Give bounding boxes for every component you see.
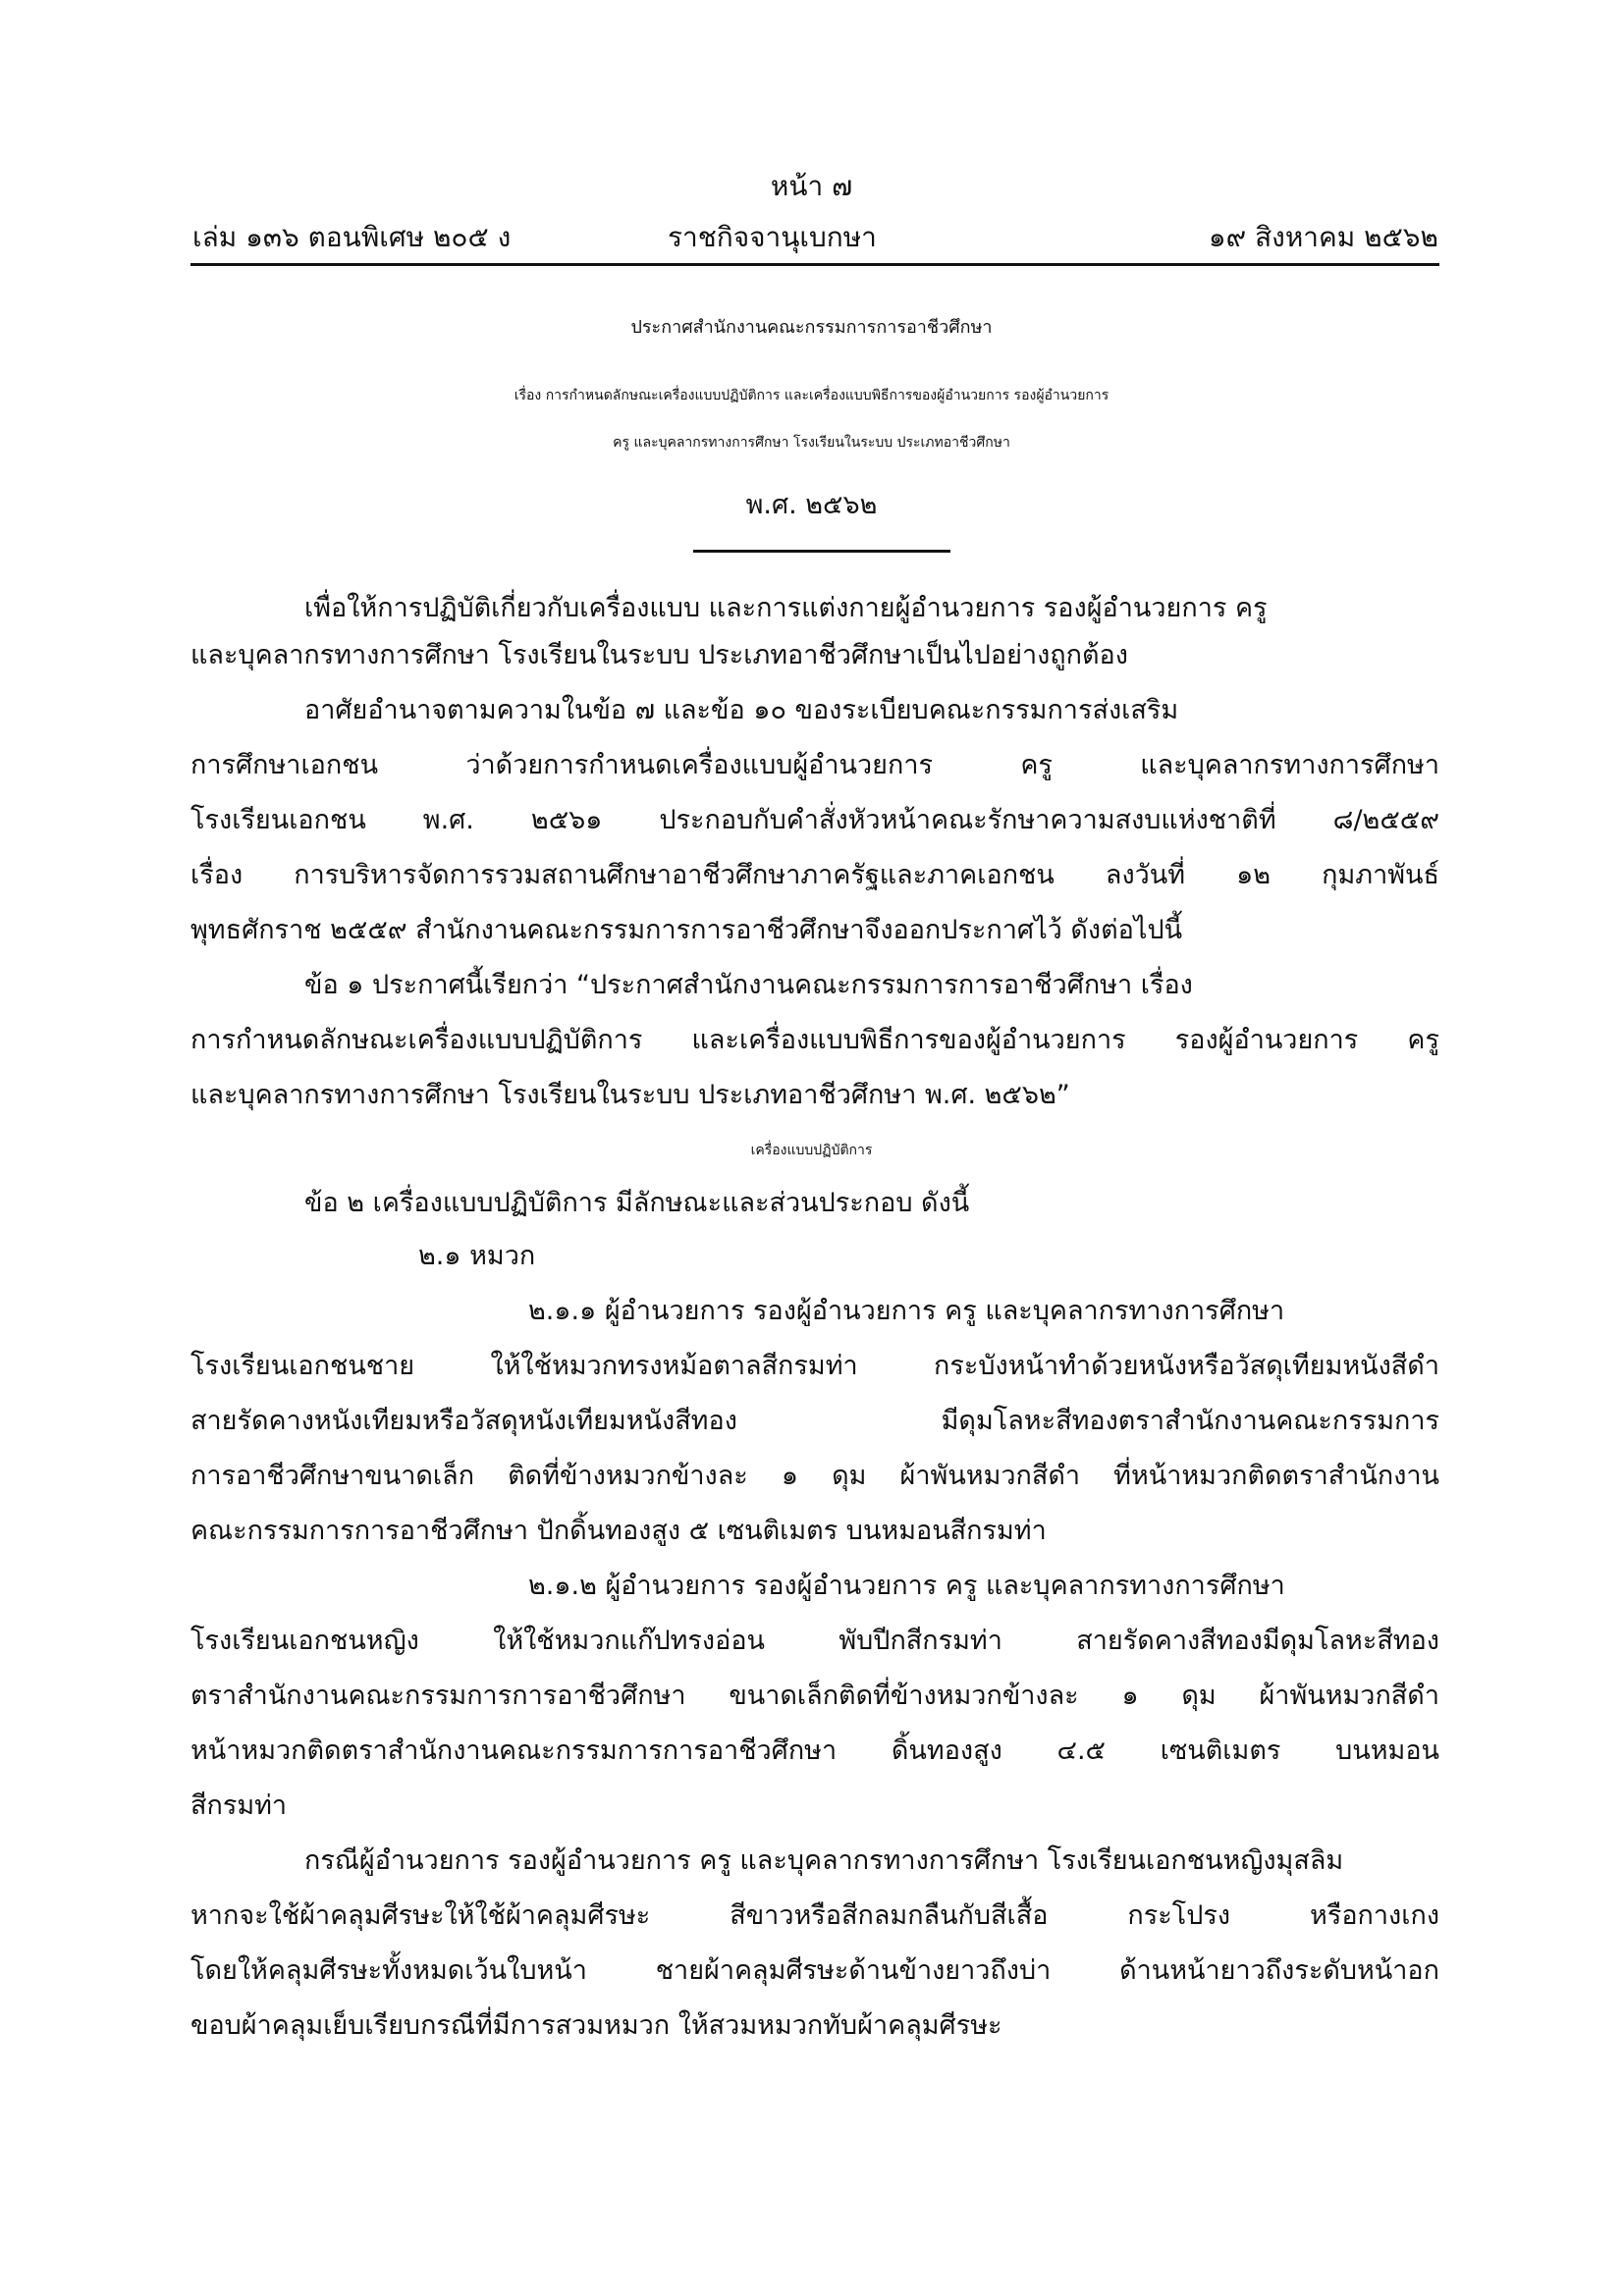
- body-line: เรื่อง การบริหารจัดการรวมสถานศึกษาอาชีวศึกษาภาครัฐและภาคเอกชน ลงวันที่ ๑๒ กุมภาพันธ์: [190, 860, 1439, 890]
- subject-line: ครู และบุคลากรทางการศึกษา โรงเรียนในระบบ ประเภทอาชีวศึกษา: [613, 435, 1010, 451]
- body-line: โรงเรียนเอกชนชาย ให้ใช้หมวกทรงหม้อตาลสีกรมท่า กระบังหน้าทำด้วยหนังหรือวัสดุเทียมหนังสีดำ: [190, 1351, 1439, 1381]
- body-line: ขอบผ้าคลุมเย็บเรียบกรณีที่มีการสวมหมวก ให้สวมหมวกทับผ้าคลุมศีรษะ: [190, 2010, 1002, 2041]
- body-line: หากจะใช้ผ้าคลุมศีรษะให้ใช้ผ้าคลุมศีรษะ สีขาวหรือสีกลมกลืนกับสีเสื้อ กระโปรง หรือกางเกง: [190, 1900, 1439, 1931]
- announcement-year: พ.ศ. ๒๕๖๒: [745, 490, 878, 520]
- gazette-volume: เล่ม ๑๓๖ ตอนพิเศษ ๒๐๕ ง: [192, 221, 512, 253]
- body-line: โรงเรียนเอกชน พ.ศ. ๒๕๖๑ ประกอบกับคำสั่งหัวหน้าคณะรักษาความสงบแห่งชาติที่ ๘/๒๕๕๙: [190, 805, 1439, 835]
- body-line: การศึกษาเอกชน ว่าด้วยการกำหนดเครื่องแบบผู้อำนวยการ ครู และบุคลากรทางการศึกษา: [190, 750, 1439, 780]
- body-line: อาศัยอำนาจตามความในข้อ ๗ และข้อ ๑๐ ของระเบียบคณะกรรมการส่งเสริม: [304, 695, 1179, 725]
- section-heading: เครื่องแบบปฏิบัติการ: [750, 1143, 873, 1158]
- body-line: พุทธศักราช ๒๕๕๙ สำนักงานคณะกรรมการการอาชีวศึกษาจึงออกประกาศไว้ ดังต่อไปนี้: [190, 915, 1183, 945]
- gazette-date: ๑๙ สิงหาคม ๒๕๖๒: [1208, 221, 1438, 253]
- announcement-title: ประกาศสำนักงานคณะกรรมการการอาชีวศึกษา: [630, 317, 993, 338]
- sub-clause-line: ๒.๑ หมวก: [418, 1241, 536, 1271]
- body-line: เพื่อให้การปฏิบัติเกี่ยวกับเครื่องแบบ และการแต่งกายผู้อำนวยการ รองผู้อำนวยการ ครู: [304, 593, 1268, 623]
- body-line: ๒.๑.๑ ผู้อำนวยการ รองผู้อำนวยการ ครู และบุคลากรทางการศึกษา: [528, 1296, 1285, 1326]
- body-line: ข้อ ๑ ประกาศนี้เรียกว่า “ประกาศสำนักงานคณะกรรมการการอาชีวศึกษา เรื่อง: [304, 970, 1193, 1000]
- body-line: หน้าหมวกติดตราสำนักงานคณะกรรมการการอาชีวศึกษา ดิ้นทองสูง ๔.๕ เซนติเมตร บนหมอน: [190, 1735, 1439, 1766]
- body-line: สายรัดคางหนังเทียมหรือวัสดุหนังเทียมหนังสีทอง มีดุมโลหะสีทองตราสำนักงานคณะกรรมการ: [190, 1406, 1439, 1436]
- subject-line: เรื่อง การกำหนดลักษณะเครื่องแบบปฏิบัติการ และเครื่องแบบพิธีการของผู้อำนวยการ รองผู้อำนวยการ: [514, 388, 1109, 403]
- body-line: กรณีผู้อำนวยการ รองผู้อำนวยการ ครู และบุคลากรทางการศึกษา โรงเรียนเอกชนหญิงมุสลิม: [304, 1845, 1344, 1876]
- body-line: โดยให้คลุมศีรษะทั้งหมดเว้นใบหน้า ชายผ้าคลุมศีรษะด้านข้างยาวถึงบ่า ด้านหน้ายาวถึงระดับหน้าอก: [190, 1955, 1439, 1986]
- gazette-name: ราชกิจจานุเบกษา: [668, 221, 877, 253]
- body-line: โรงเรียนเอกชนหญิง ให้ใช้หมวกแก๊ปทรงอ่อน พับปีกสีกรมท่า สายรัดคางสีทองมีดุมโลหะสีทอง: [190, 1626, 1439, 1656]
- body-line: สีกรมท่า: [190, 1790, 288, 1821]
- body-line: และบุคลากรทางการศึกษา โรงเรียนในระบบ ประเภทอาชีวศึกษา พ.ศ. ๒๕๖๒”: [190, 1080, 1070, 1110]
- body-line: การอาชีวศึกษาขนาดเล็ก ติดที่ข้างหมวกข้างละ ๑ ดุม ผ้าพันหมวกสีดำ ที่หน้าหมวกติดตราสำนักงาน: [190, 1461, 1439, 1491]
- title-divider: [693, 550, 950, 553]
- page-number: หน้า ๗: [770, 170, 853, 202]
- clause-line: ข้อ ๒ เครื่องแบบปฏิบัติการ มีลักษณะและส่วนประกอบ ดังนี้: [304, 1188, 970, 1218]
- body-line: การกำหนดลักษณะเครื่องแบบปฏิบัติการ และเครื่องแบบพิธีการของผู้อำนวยการ รองผู้อำนวยการ ครู: [190, 1025, 1439, 1055]
- body-line: ๒.๑.๒ ผู้อำนวยการ รองผู้อำนวยการ ครู และบุคลากรทางการศึกษา: [528, 1571, 1285, 1601]
- body-line: ตราสำนักงานคณะกรรมการการอาชีวศึกษา ขนาดเล็กติดที่ข้างหมวกข้างละ ๑ ดุม ผ้าพันหมวกสีดำ: [190, 1681, 1439, 1711]
- header-divider: [190, 263, 1439, 266]
- body-line: และบุคลากรทางการศึกษา โรงเรียนในระบบ ประเภทอาชีวศึกษาเป็นไปอย่างถูกต้อง: [190, 640, 1128, 670]
- body-line: คณะกรรมการการอาชีวศึกษา ปักดิ้นทองสูง ๕ เซนติเมตร บนหมอนสีกรมท่า: [190, 1516, 1047, 1546]
